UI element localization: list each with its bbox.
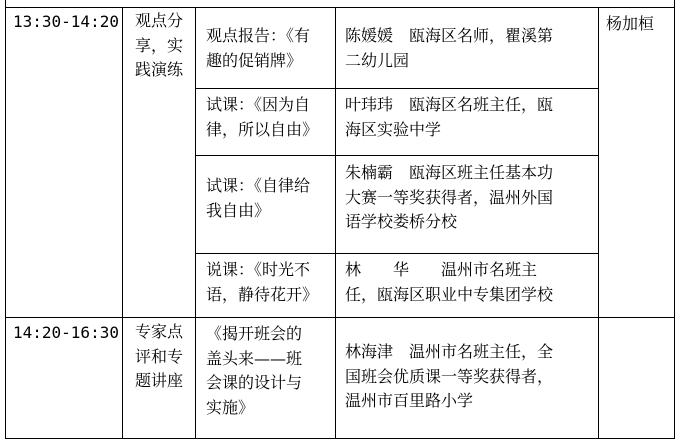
rule-bottom xyxy=(5,438,675,439)
topic-cell xyxy=(206,24,334,73)
topic-line: 《揭开班会的 xyxy=(206,324,303,343)
rule-row-split xyxy=(5,317,675,318)
session-line: 题讲座 xyxy=(135,371,184,390)
speaker-line: 林海津 温州市名班主任，全 xyxy=(345,342,554,361)
time-text: 14:20-16:30 xyxy=(13,323,119,342)
speaker-line: 朱楠霸 瓯海区班主任基本功 xyxy=(345,163,554,182)
topic-line: 盖头来——班 xyxy=(206,348,303,368)
time-cell xyxy=(13,10,121,35)
time-text: 13:30-14:20 xyxy=(13,12,119,31)
rule-c1 xyxy=(122,7,123,439)
speaker-line: 温州市百里路小学 xyxy=(345,391,474,410)
topic-line: 语，静待花开》 xyxy=(206,284,319,304)
session-line: 观点分 xyxy=(135,11,184,30)
topic-line: 观点报告：《有 xyxy=(206,26,311,45)
session-line: 践演练 xyxy=(135,60,184,79)
rule-left xyxy=(5,0,6,439)
topic-line: 会课的设计与 xyxy=(206,373,303,392)
speaker-line: 陈媛媛 瓯海区名师，瞿溪第 xyxy=(345,26,554,45)
topic-cell xyxy=(206,174,334,223)
topic-line: 实施》 xyxy=(206,397,255,417)
topic-cell xyxy=(206,322,334,420)
session-line: 专家点 xyxy=(135,322,184,341)
rule-r1c xyxy=(195,253,598,254)
topic-line: 说课：《时光不 xyxy=(206,260,311,279)
topic-line: 律，所以自由》 xyxy=(206,119,319,139)
speaker-cell xyxy=(345,258,597,307)
speaker-line: 任，瓯海区职业中专集团学校 xyxy=(345,284,554,304)
speaker-line: 语学校娄桥分校 xyxy=(345,212,458,231)
topic-line: 试课：《因为自 xyxy=(206,95,311,114)
rule-right xyxy=(674,0,675,439)
session-line: 评和专 xyxy=(135,346,184,366)
topic-line: 我自由》 xyxy=(206,200,271,220)
host-cell xyxy=(606,12,672,37)
speaker-cell xyxy=(345,93,597,142)
host-name: 杨加桓 xyxy=(606,14,655,33)
rule-top xyxy=(5,7,675,8)
topic-line: 趣的促销牌》 xyxy=(206,50,303,70)
speaker-line: 林 华 温州市名班主 xyxy=(345,260,538,279)
speaker-cell xyxy=(345,24,597,73)
rule-c4 xyxy=(598,7,599,439)
speaker-line: 二幼儿园 xyxy=(345,50,410,70)
session-cell xyxy=(135,9,193,83)
topic-line: 试课：《自律给 xyxy=(206,176,311,195)
rule-r1b xyxy=(195,155,598,156)
topic-cell xyxy=(206,258,334,307)
speaker-line: 大赛一等奖获得者，温州外国 xyxy=(345,187,554,207)
speaker-cell xyxy=(345,340,597,414)
speaker-line: 海区实验中学 xyxy=(345,119,442,139)
speaker-cell xyxy=(345,161,597,235)
speaker-line: 叶玮玮 瓯海区名班主任，瓯 xyxy=(345,95,554,114)
rule-r1a xyxy=(195,88,598,89)
time-cell xyxy=(13,321,121,346)
speaker-line: 国班会优质课一等奖获得者， xyxy=(345,366,554,386)
session-line: 享，实 xyxy=(135,35,184,55)
rule-c3 xyxy=(335,7,336,439)
rule-c2 xyxy=(195,7,196,439)
session-cell xyxy=(135,320,193,394)
topic-cell xyxy=(206,93,334,142)
